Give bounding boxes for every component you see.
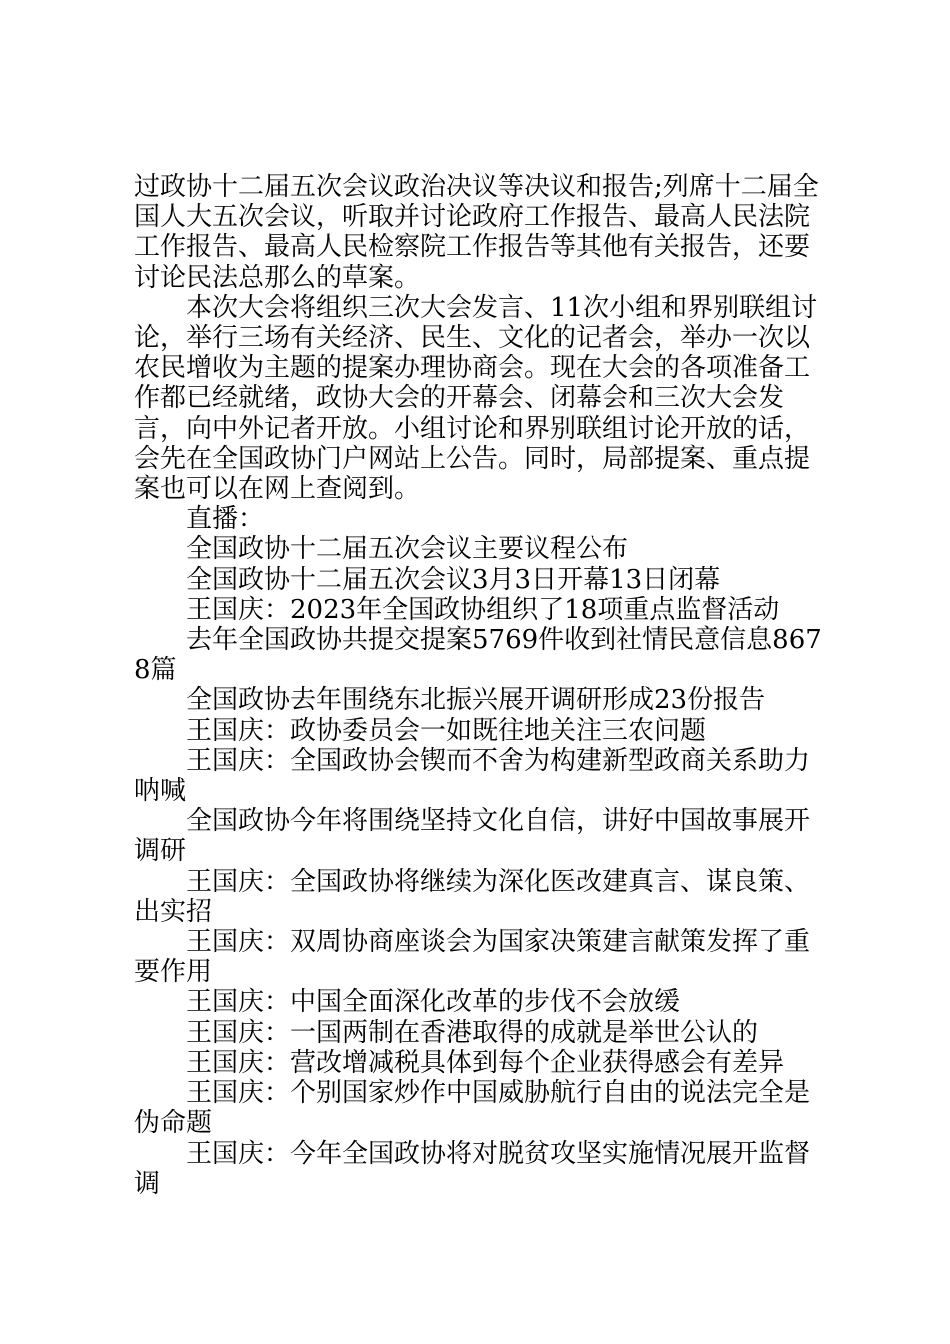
paragraph: 过政协十二届五次会议政治决议等决议和报告;列席十二届全国人大五次会议，听取并讨论政府工作报告、最高人民法院工作报告、最高人民检察院工作报告等其他有关报告，还要讨论民法总那么的草案。: [134, 172, 819, 293]
headline-item: 王国庆：全国政协会锲而不舍为构建新型政商关系助力呐喊: [134, 745, 811, 807]
headline-item: 王国庆：个别国家炒作中国威胁航行自由的说法完全是伪命题: [134, 1078, 811, 1139]
headline-item: 全国政协今年将围绕坚持文化自信，讲好中国故事展开调研: [134, 806, 811, 867]
headline-item: 全国政协去年围绕东北振兴展开调研形成23份报告: [186, 685, 766, 716]
headline-item: 王国庆：今年全国政协将对脱贫攻坚实施情况展开监督调: [134, 1138, 811, 1199]
headline-item: 全国政协十二届五次会议3月3日开幕13日闭幕: [186, 564, 721, 595]
headline-item: 王国庆：2023年全国政协组织了18项重点监督活动: [186, 594, 780, 625]
headline-item: 全国政协十二届五次会议主要议程公布: [186, 534, 629, 565]
headline-item: 王国庆：全国政协将继续为深化医改建真言、谋良策、出实招: [134, 866, 811, 927]
paragraph: 本次大会将组织三次大会发言、11次小组和界别联组讨论，举行三场有关经济、民生、文化的记者会，举办一次以农民增收为主题的提案办理协商会。现在大会的各项准备工作都已经就绪，政协大会的开幕会、闭幕会和三次大会发言，向中外记者开放。小组讨论和界别联组讨论开放的话，会先在全国政协门户网站上公告。同时，局部提案、重点提案也可以在网上查阅到。: [134, 292, 818, 505]
paragraph-label: 直播：: [186, 504, 265, 535]
headline-item: 王国庆：双周协商座谈会为国家决策建言献策发挥了重要作用: [134, 927, 811, 988]
headline-item: 去年全国政协共提交提案5769件收到社情民意信息8678篇: [134, 625, 822, 686]
headline-item: 王国庆：营改增减税具体到每个企业获得感会有差异: [186, 1047, 785, 1078]
document-body: [134, 172, 834, 1199]
headline-item: 王国庆：政协委员会一如既往地关注三农问题: [186, 715, 707, 746]
headline-item: 王国庆：一国两制在香港取得的成就是举世公认的: [186, 1017, 759, 1048]
headline-item: 王国庆：中国全面深化改革的步伐不会放缓: [186, 987, 681, 1018]
